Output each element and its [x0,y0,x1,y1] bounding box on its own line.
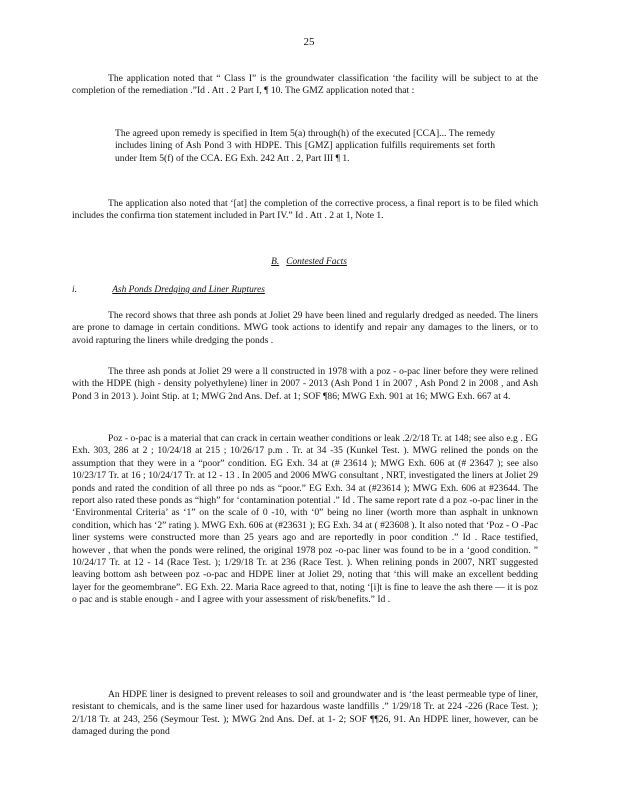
section-b-title: Contested Facts [286,257,347,267]
section-b-label: B. [271,257,280,267]
paragraph-poz-o-pac: Poz - o-pac is a material that can crack in certain weather conditions or leak .2/2/18 Tr. at 148; see also e.g . EG Exh. 303, 286 at 2 ; 10/24/18 at 215 ; 10/26/17 p.m . Tr. at 34 -35 (Kunkel Test. ). MWG relined the ponds on the assumption that they were in a “poor” condition. EG Exh. 34 at (# 23614 ); MWG Exh. 606 at (# 23647 ); see also 10/23/17 Tr. at 16 ; 10/24/17 Tr. at 12 - 13 . In 2005 and 2006 MWG consultant , NRT, investigated the liners at Joliet 29 ponds and rated the condition of all three po nds as “poor.” EG Exh. 34 at (#23614 ); MWG Exh. 606 at #23644. The report also rated these ponds as “high” for ‘contamination potential .” Id . The same report rate d a poz -o-pac liner in the ‘Environmental Criteria’ as ‘1” on the scale of 0 -10, with ‘0” being no liner (worth more than asphalt in unknown condition, which has ‘2” rating ). MWG Exh. 606 at (#23631 ); EG Exh. 34 at ( #23608 ). It also noted that ‘Poz - O -Pac liner systems were constructed more than 25 years ago and are reportedly in poor condition .” Id . Race testified, however , that when the ponds were relined, the original 1978 poz -o-pac liner was found to be in a ‘good condition. ” 10/24/17 Tr. at 12 - 14 (Race Test. ); 1/29/18 Tr. at 236 (Race Test. ). When relining ponds in 2007, NRT suggested leaving bottom ash between poz -o-pac and HDPE liner at Joliet 29, noting that ‘this will make an excellent bedding layer for the geomembrane”. EG Exh. 22. Maria Race agreed to that, noting ‘[i]t is fine to leave the ash there — it is poz o pac and is stable enough - and I agree with your assessment of risk/benefits.” Id . [72,433,538,606]
subsection-heading-i [72,285,265,295]
block-quote-gmz: The agreed upon remedy is specified in Item 5(a) through(h) of the executed [CCA]... The remedy includes lining of Ash Pond 3 with HDPE. This [GMZ] application fulfills requirements set forth under Item 5(f) of the CCA. EG Exh. 242 Att . 2, Part III ¶ 1. [115,128,495,164]
subsection-i-title: Ash Ponds Dredging and Liner Ruptures [112,285,265,295]
subsection-i-label: i. [72,285,77,295]
paragraph-final-report: The application also noted that ‘[at] the completion of the corrective process, a final report is to be filed which includes the confirma tion statement included in Part IV.” Id . Att . 2 at 1, Note 1. [72,198,538,222]
paragraph-record-shows: The record shows that three ash ponds at Joliet 29 have been lined and regularly dredged as needed. The liners are prone to damage in certain conditions. MWG took actions to identify and repair any damages to the liners, or to avoid rapturing the liners while dredging the ponds . [72,310,538,346]
paragraph-hdpe-liner: An HDPE liner is designed to prevent releases to soil and groundwater and is ‘the least permeable type of liner, resistant to chemicals, and is the same liner used for hazardous waste landfills .” 1/29/18 Tr. at 224 -226 (Race Test. ); 2/1/18 Tr. at 243, 256 (Seymour Test. ); MWG 2nd Ans. Def. at 1- 2; SOF ¶¶26, 91. An HDPE liner, however, can be damaged during the pond [72,689,538,738]
paragraph-class-i: The application noted that “ Class I” is the groundwater classification ‘the facility will be subject to at the completion of the remediation .”Id . Att . 2 Part I, ¶ 10. The GMZ application noted that : [72,73,538,97]
section-heading-b [0,257,618,267]
paragraph-ash-ponds-constructed: The three ash ponds at Joliet 29 were a ll constructed in 1978 with a poz - o-pac liner before they were relined with the HDPE (high - density polyethylene) liner in 2007 - 2013 (Ash Pond 1 in 2007 , Ash Pond 2 in 2008 , and Ash Pond 3 in 2013 ). Joint Stip. at 1; MWG 2nd Ans. Def. at 1; SOF ¶86; MWG Exh. 901 at 16; MWG Exh. 667 at 4. [72,366,538,402]
page-number: 25 [303,36,315,48]
